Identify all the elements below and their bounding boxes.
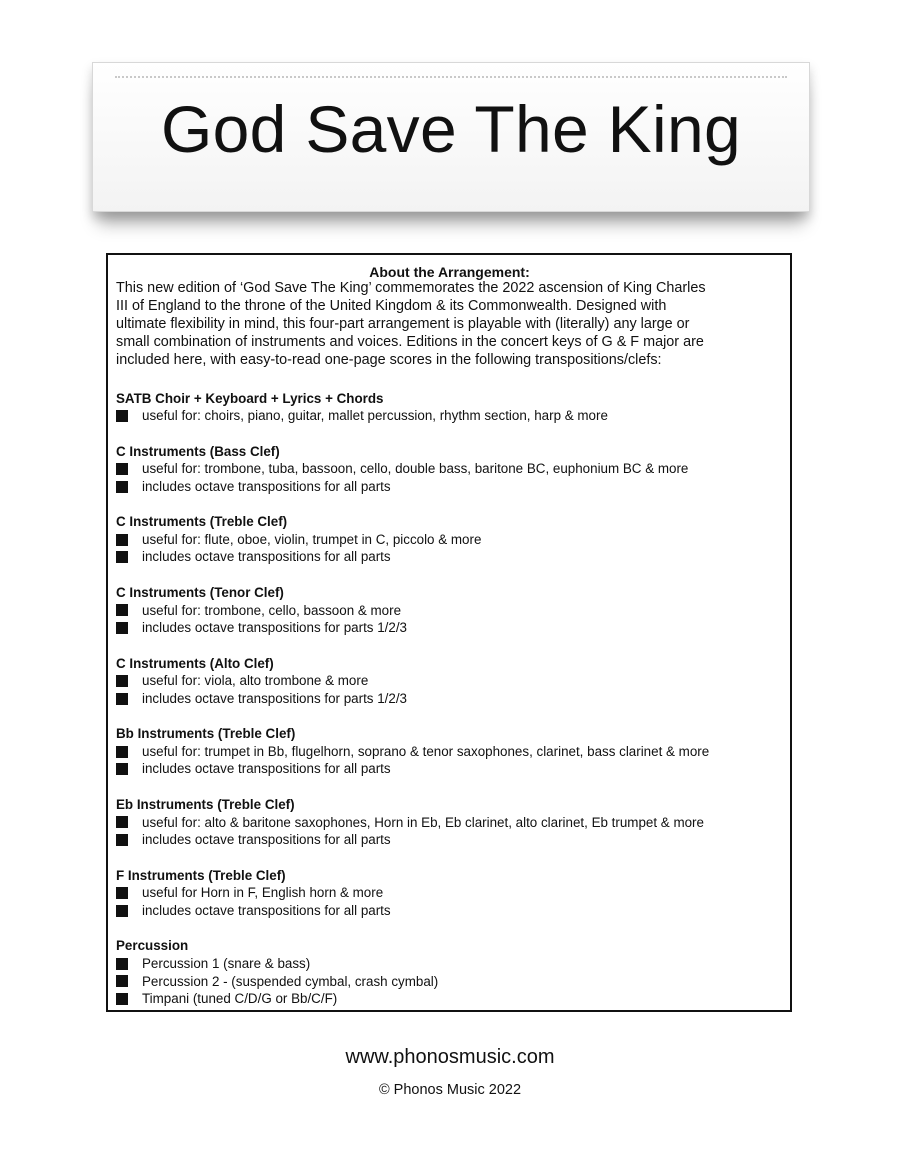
list-item	[116, 478, 783, 496]
section-title: SATB Choir + Keyboard + Lyrics + Chords	[116, 390, 384, 406]
list-item	[116, 619, 783, 637]
section-title: Bb Instruments (Treble Clef)	[116, 726, 296, 742]
square-bullet-icon	[116, 993, 128, 1005]
section-title: C Instruments (Bass Clef)	[116, 443, 280, 459]
list-item-text: includes octave transpositions for all parts	[142, 832, 391, 848]
square-bullet-icon	[116, 463, 128, 475]
intro-line: ultimate flexibility in mind, this four-part arrangement is playable with (literally) any large or	[116, 315, 690, 332]
square-bullet-icon	[116, 834, 128, 846]
list-item	[116, 973, 783, 991]
list-item-text: useful for: alto & baritone saxophones, Horn in Eb, Eb clarinet, alto clarinet, Eb trumpet & more	[142, 814, 704, 830]
copyright-text: © Phonos Music 2022	[378, 1082, 522, 1098]
list-item-text: useful for: choirs, piano, guitar, mallet percussion, rhythm section, harp & more	[142, 408, 608, 424]
section-title: Percussion	[116, 938, 189, 954]
list-item-text: useful for: trumpet in Bb, flugelhorn, soprano & tenor saxophones, clarinet, bass clarinet & more	[142, 743, 710, 759]
list-item-text: useful for: trombone, tuba, bassoon, cello, double bass, baritone BC, euphonium BC & more	[142, 461, 689, 477]
square-bullet-icon	[116, 693, 128, 705]
square-bullet-icon	[116, 958, 128, 970]
section-eb-treble-clef	[116, 796, 783, 849]
intro-line: included here, with easy-to-read one-page scores in the following transpositions/clefs:	[116, 351, 662, 368]
list-item-text: includes octave transpositions for all parts	[142, 761, 391, 777]
website-link[interactable]: www.phonosmusic.com	[345, 1046, 555, 1068]
list-item	[116, 690, 783, 708]
intro-line: This new edition of ‘God Save The King’ commemorates the 2022 ascension of King Charles	[116, 280, 706, 296]
section-bb-treble-clef	[116, 725, 783, 778]
list-item	[116, 407, 783, 425]
list-item	[116, 531, 783, 549]
list-item-text: Timpani (tuned C/D/G or Bb/C/F)	[142, 991, 338, 1007]
list-item-text: Percussion 2 - (suspended cymbal, crash cymbal)	[142, 973, 439, 989]
section-c-treble-clef	[116, 513, 783, 566]
about-arrangement-box	[106, 253, 792, 1012]
list-item	[116, 884, 783, 902]
square-bullet-icon	[116, 551, 128, 563]
section-percussion	[116, 937, 783, 1007]
intro-line: III of England to the throne of the United Kingdom & its Commonwealth. Designed with	[116, 297, 667, 314]
section-satb-choir	[116, 390, 783, 425]
title-banner	[92, 62, 810, 212]
list-item-text: includes octave transpositions for all parts	[142, 902, 391, 918]
square-bullet-icon	[116, 622, 128, 634]
square-bullet-icon	[116, 763, 128, 775]
list-item	[116, 831, 783, 849]
list-item	[116, 760, 783, 778]
list-item	[116, 990, 783, 1008]
list-item	[116, 602, 783, 620]
page-title: God Save The King	[161, 92, 741, 166]
list-item-text: includes octave transpositions for all parts	[142, 478, 391, 494]
list-item-text: includes octave transpositions for parts 1/2/3	[142, 620, 407, 636]
about-heading: About the Arrangement:	[369, 264, 530, 280]
square-bullet-icon	[116, 975, 128, 987]
section-c-alto-clef	[116, 655, 783, 708]
square-bullet-icon	[116, 905, 128, 917]
square-bullet-icon	[116, 604, 128, 616]
section-c-bass-clef	[116, 443, 783, 496]
list-item-text: includes octave transpositions for all parts	[142, 549, 391, 565]
section-c-tenor-clef	[116, 584, 783, 637]
intro-line: small combination of instruments and voices. Editions in the concert keys of G & F major are	[116, 333, 704, 350]
square-bullet-icon	[116, 746, 128, 758]
list-item	[116, 902, 783, 920]
list-item	[116, 814, 783, 832]
section-title: Eb Instruments (Treble Clef)	[116, 797, 295, 813]
list-item-text: includes octave transpositions for parts 1/2/3	[142, 690, 407, 706]
list-item-text: Percussion 1 (snare & bass)	[142, 955, 311, 971]
list-item	[116, 955, 783, 973]
square-bullet-icon	[116, 675, 128, 687]
section-title: C Instruments (Alto Clef)	[116, 655, 274, 671]
list-item-text: useful for: trombone, cello, bassoon & more	[142, 602, 402, 618]
square-bullet-icon	[116, 481, 128, 493]
list-item-text: useful for: viola, alto trombone & more	[142, 673, 369, 689]
list-item	[116, 460, 783, 478]
square-bullet-icon	[116, 887, 128, 899]
list-item	[116, 548, 783, 566]
square-bullet-icon	[116, 816, 128, 828]
list-item-text: useful for Horn in F, English horn & more	[142, 885, 384, 901]
list-item	[116, 672, 783, 690]
section-title: C Instruments (Treble Clef)	[116, 514, 288, 530]
section-title: C Instruments (Tenor Clef)	[116, 585, 284, 600]
square-bullet-icon	[116, 410, 128, 422]
section-title: F Instruments (Treble Clef)	[116, 867, 286, 883]
list-item-text: useful for: flute, oboe, violin, trumpet in C, piccolo & more	[142, 531, 482, 547]
about-intro	[116, 280, 783, 370]
square-bullet-icon	[116, 534, 128, 546]
section-f-treble-clef	[116, 867, 783, 920]
list-item	[116, 743, 783, 761]
